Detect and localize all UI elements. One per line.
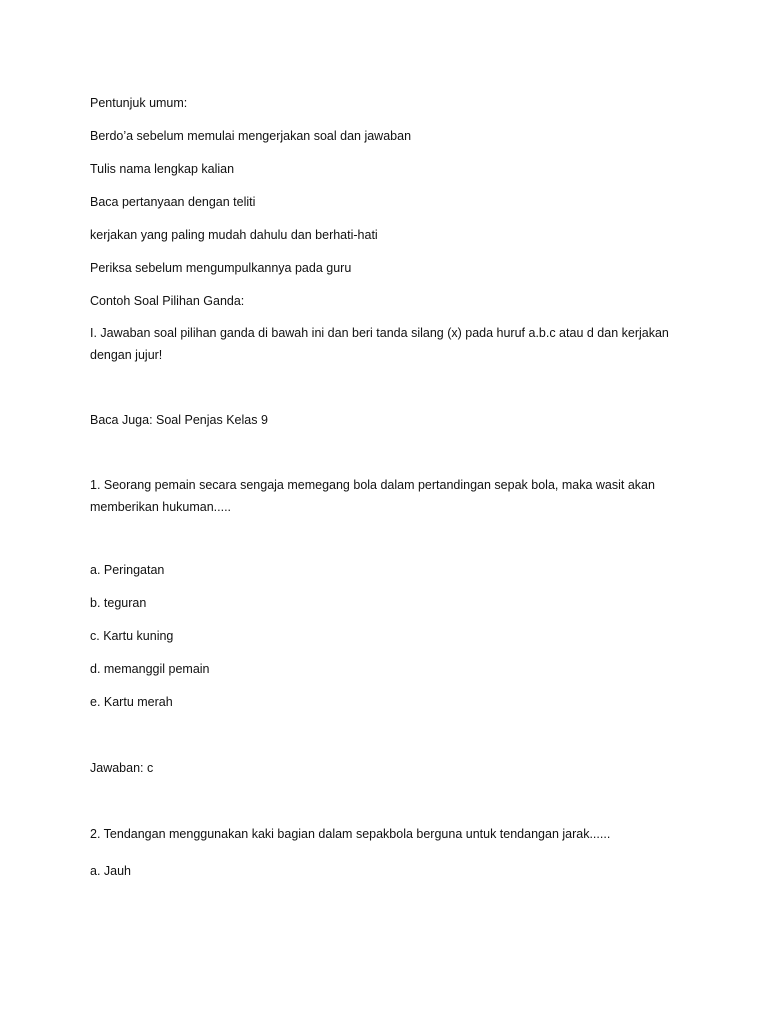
question-text: 1. Seorang pemain secara sengaja memegang bola dalam pertandingan sepak bola, maka wasit akan memberikan hukuman..... bbox=[90, 478, 655, 514]
answer-option: e. Kartu merah bbox=[90, 695, 173, 709]
answer-option: a. Jauh bbox=[90, 864, 132, 878]
see-also-text: Baca Juga: Soal Penjas Kelas 9 bbox=[90, 413, 268, 427]
question-text: 2. Tendangan menggunakan kaki bagian dalam sepakbola berguna untuk tendangan jarak...... bbox=[90, 827, 611, 841]
instruction-item: Berdo’a sebelum memulai mengerjakan soal dan jawaban bbox=[90, 129, 412, 143]
instruction-item: Periksa sebelum mengumpulkannya pada guru bbox=[90, 261, 352, 275]
example-heading: Contoh Soal Pilihan Ganda: bbox=[90, 294, 245, 308]
answer-option: c. Kartu kuning bbox=[90, 629, 174, 643]
answer-key: Jawaban: c bbox=[90, 761, 154, 775]
answer-option: a. Peringatan bbox=[90, 563, 165, 577]
instruction-item: kerjakan yang paling mudah dahulu dan berhati-hati bbox=[90, 228, 378, 242]
instruction-item: Tulis nama lengkap kalian bbox=[90, 162, 235, 176]
answer-option: d. memanggil pemain bbox=[90, 662, 210, 676]
instructions-heading: Pentunjuk umum: bbox=[90, 96, 188, 110]
section-instruction: I. Jawaban soal pilihan ganda di bawah ini dan beri tanda silang (x) pada huruf a.b.c atau d dan kerjakan dengan jujur! bbox=[90, 326, 669, 362]
answer-option: b. teguran bbox=[90, 596, 147, 610]
instruction-item: Baca pertanyaan dengan teliti bbox=[90, 195, 256, 209]
